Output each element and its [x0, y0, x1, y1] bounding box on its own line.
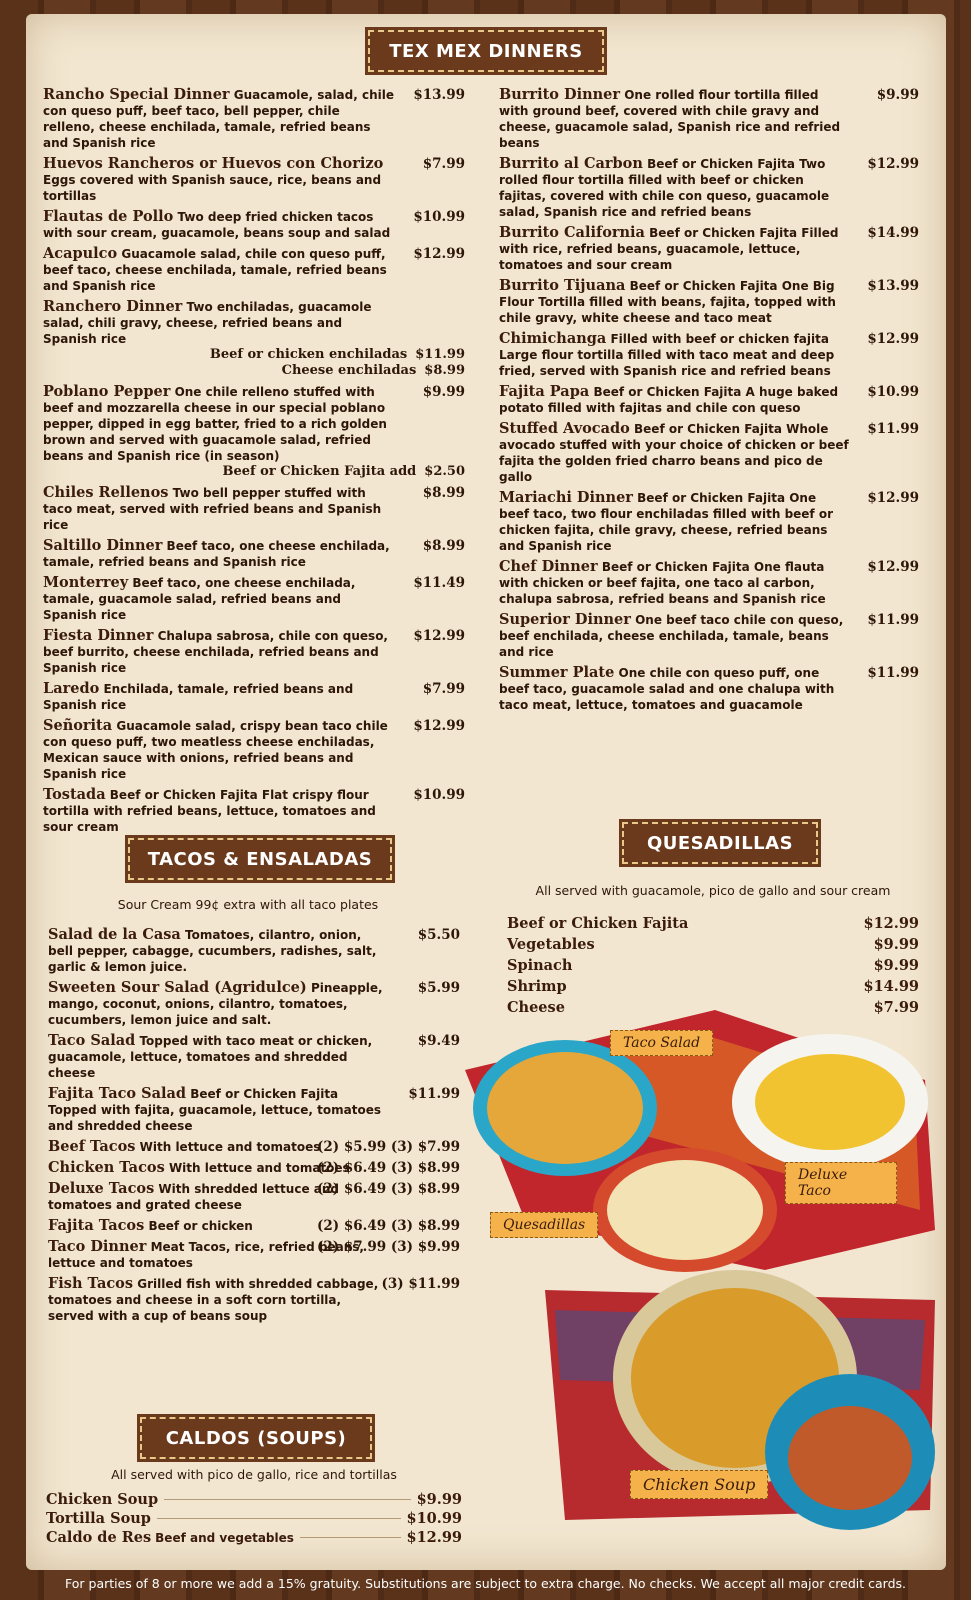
menu-item: [499, 559, 919, 607]
menu-item: [43, 209, 465, 241]
item-price: $10.99: [867, 384, 919, 400]
item-description: Guacamole, salad, chile con queso puff, beef taco, bell pepper, chile relleno, cheese enchilada, tamale, refried beans and Spanish rice: [43, 88, 395, 150]
item-name: Chimichanga: [499, 330, 607, 347]
item-description: One rolled flour tortilla filled with ground beef, covered with chile gravy and cheese, guacamole salad, Spanish rice and refried beans: [499, 88, 841, 150]
menu-item: [499, 87, 919, 151]
item-name: Mariachi Dinner: [499, 489, 633, 506]
item-name: Acapulco: [43, 245, 118, 262]
item-name: Taco Dinner: [48, 1238, 147, 1255]
item-price: $9.99: [876, 87, 919, 103]
food-photo-collage: [465, 1010, 935, 1565]
item-description: Beef or Chicken Fajita Flat crispy flour tortilla with refried beans, lettuce, tomatoes and sour cream: [43, 788, 376, 834]
item-description: Enchilada, tamale, refried beans and Spanish rice: [43, 682, 354, 712]
item-option: [43, 347, 465, 363]
item-description: Beef or Chicken Fajita One flauta with chicken or beef fajita, one taco al carbon, chalupa sabrosa, refried beans and Spanish rice: [499, 560, 826, 606]
menu-item: [48, 1276, 460, 1324]
quesadilla-row: [507, 955, 919, 976]
quesadilla-price: $9.99: [873, 957, 919, 974]
item-description: One chile con queso puff, one beef taco, guacamole salad and one chalupa with taco meat, lettuce, tomatoes and guacamole: [499, 666, 835, 712]
soup-price: $12.99: [406, 1529, 462, 1546]
item-price: $12.99: [867, 490, 919, 506]
menu-item: [499, 612, 919, 660]
option-label: Beef or chicken enchiladas: [209, 347, 408, 362]
item-name: Rancho Special Dinner: [43, 86, 230, 103]
item-name: Fish Tacos: [48, 1275, 134, 1292]
item-description: Pineapple, mango, coconut, onions, cilantro, tomatoes, cucumbers, lemon juice and salt.: [48, 981, 383, 1027]
item-name: Burrito Tijuana: [499, 277, 626, 294]
item-name: Fajita Papa: [499, 383, 590, 400]
menu-item: [43, 485, 465, 533]
item-price: $8.99: [422, 485, 465, 501]
item-price: $9.49: [417, 1033, 460, 1049]
option-price: $11.99: [415, 347, 465, 362]
soup-row: [46, 1509, 462, 1528]
item-name: Chef Dinner: [499, 558, 598, 575]
item-price: $12.99: [413, 628, 465, 644]
item-price: (3) $11.99: [381, 1276, 460, 1292]
item-description: With shredded lettuce and tomatoes and grated cheese: [48, 1182, 339, 1212]
item-price: $10.99: [413, 209, 465, 225]
menu-item: [43, 384, 465, 480]
dotted-leader: [157, 1518, 401, 1519]
menu-item: [48, 1181, 460, 1213]
menu-item: [48, 1033, 460, 1081]
item-description: Beef or Chicken Fajita One beef taco, two flour enchiladas filled with beef or chicken fajita, chile gravy, cheese, refried beans and Spanish rice: [499, 491, 833, 553]
quesadilla-row: [507, 976, 919, 997]
tag-taco-salad: Taco Salad: [610, 1030, 713, 1056]
menu-item: [43, 299, 465, 379]
item-price: $12.99: [413, 718, 465, 734]
item-description: Beef or Chicken Fajita A huge baked potato filled with fajitas and chile con queso: [499, 385, 839, 415]
item-price: $12.99: [867, 331, 919, 347]
item-price: $12.99: [867, 559, 919, 575]
menu-item: [43, 681, 465, 713]
item-description: One beef taco chile con queso, beef enchilada, cheese enchilada, tamale, beans and rice: [499, 613, 844, 659]
soup-price: $10.99: [406, 1510, 462, 1527]
menu-item: [43, 87, 465, 151]
item-price: $8.99: [422, 538, 465, 554]
item-description: With lettuce and tomatoes: [139, 1140, 321, 1154]
quesadillas-list: [507, 913, 919, 1018]
item-description: Topped with taco meat or chicken, guacamole, lettuce, tomatoes and shredded cheese: [48, 1034, 373, 1080]
item-description: Beef or Chicken Fajita Filled with rice, refried beans, guacamole, lettuce, tomatoes and sour cream: [499, 226, 839, 272]
tag-deluxe-taco: Deluxe Taco: [785, 1162, 897, 1204]
soup-price: $9.99: [416, 1491, 462, 1508]
option-price: $2.50: [424, 464, 465, 479]
soup-name: Chicken Soup: [46, 1491, 159, 1508]
item-price: $9.99: [422, 384, 465, 400]
menu-item: [43, 628, 465, 676]
item-description: Filled with beef or chicken fajita Large flour tortilla filled with taco meat and deep fried, served with Spanish rice and refried beans: [499, 332, 835, 378]
item-price: (2) $5.99 (3) $7.99: [317, 1139, 460, 1155]
option-price: $8.99: [424, 363, 465, 378]
quesadilla-name: Spinach: [507, 957, 573, 974]
menu-item: [48, 1218, 460, 1234]
item-price: $11.99: [867, 421, 919, 437]
menu-item: [499, 156, 919, 220]
dotted-leader: [300, 1537, 401, 1538]
item-price: $14.99: [867, 225, 919, 241]
item-description: Guacamole salad, crispy bean taco chile con queso puff, two meatless cheese enchiladas, Mexican sauce with onions, refried beans and Spanish rice: [43, 719, 388, 781]
item-price: $11.99: [867, 665, 919, 681]
item-description: Beef or Chicken Fajita One Big Flour Tortilla filled with beans, fajita, topped with chile gravy, white cheese and taco meat: [499, 279, 836, 325]
item-description: Two bell pepper stuffed with taco meat, served with refried beans and Spanish rice: [43, 486, 382, 532]
item-description: Two enchiladas, guacamole salad, chili gravy, cheese, refried beans and Spanish rice: [43, 300, 372, 346]
item-name: Burrito al Carbon: [499, 155, 643, 172]
item-price: $13.99: [413, 87, 465, 103]
item-name: Monterrey: [43, 574, 129, 591]
menu-item: [43, 718, 465, 782]
caldos-note: All served with pico de gallo, rice and tortillas: [111, 1467, 397, 1482]
item-name: Sweeten Sour Salad (Agridulce): [48, 979, 307, 996]
soup-row: [46, 1528, 462, 1548]
item-name: Burrito Dinner: [499, 86, 621, 103]
menu-item: [48, 1139, 460, 1155]
item-description: Beef or Chicken Fajita Whole avocado stuffed with your choice of chicken or beef fajita the golden fried charro beans and pico de gallo: [499, 422, 849, 484]
tag-quesadillas: Quesadillas: [490, 1212, 598, 1238]
quesadilla-row: [507, 934, 919, 955]
item-description: Beef or chicken: [148, 1219, 253, 1233]
menu-item: [43, 787, 465, 835]
item-name: Beef Tacos: [48, 1138, 136, 1155]
option-label: Cheese enchiladas: [281, 363, 417, 378]
item-description: Tomatoes, cilantro, onion, bell pepper, cabagge, cucumbers, radishes, salt, garlic & lemon juice.: [48, 928, 377, 974]
item-description: Beef or Chicken Fajita Two rolled flour tortilla filled with beef or chicken fajitas, covered with chile con queso, guacamole salad, Spanish rice and refried beans: [499, 157, 830, 219]
tag-chicken-soup: Chicken Soup: [630, 1470, 768, 1499]
item-description: Beef taco, one cheese enchilada, tamale, refried beans and Spanish rice: [43, 539, 390, 569]
item-price: $11.99: [408, 1086, 460, 1102]
item-description: Two deep fried chicken tacos with sour cream, guacamole, beans soup and salad: [43, 210, 391, 240]
left-dinners-column: [43, 87, 465, 840]
item-price: $5.50: [417, 927, 460, 943]
banner-quesadillas: QUESADILLAS: [622, 822, 818, 864]
item-price: (2) $7.99 (3) $9.99: [317, 1239, 460, 1255]
item-name: Chicken Tacos: [48, 1159, 165, 1176]
item-price: $12.99: [867, 156, 919, 172]
quesadilla-price: $14.99: [863, 978, 919, 995]
item-name: Deluxe Tacos: [48, 1180, 155, 1197]
quesadillas-note: All served with guacamole, pico de gallo and sour cream: [535, 883, 891, 898]
item-description: Guacamole salad, chile con queso puff, beef taco, cheese enchilada, tamale, refried beans and Spanish rice: [43, 247, 387, 293]
menu-item: [499, 331, 919, 379]
item-option: [43, 363, 465, 379]
item-name: Superior Dinner: [499, 611, 631, 628]
menu-item: [499, 421, 919, 485]
menu-item: [499, 278, 919, 326]
menu-item: [48, 1086, 460, 1134]
soup-name: Tortilla Soup: [46, 1510, 151, 1527]
item-name: Señorita: [43, 717, 113, 734]
item-name: Flautas de Pollo: [43, 208, 174, 225]
tacos-note: Sour Cream 99¢ extra with all taco plates: [117, 897, 379, 912]
caldos-list: [46, 1490, 462, 1548]
quesadilla-price: $9.99: [873, 936, 919, 953]
quesadilla-row: [507, 913, 919, 934]
menu-item: [499, 490, 919, 554]
banner-tacos: TACOS & ENSALADAS: [128, 838, 392, 880]
item-name: Fajita Tacos: [48, 1217, 145, 1234]
banner-caldos: CALDOS (SOUPS): [140, 1417, 372, 1459]
item-price: $10.99: [413, 787, 465, 803]
item-name: Stuffed Avocado: [499, 420, 630, 437]
item-name: Poblano Pepper: [43, 383, 171, 400]
quesadilla-price: $7.99: [873, 999, 919, 1016]
menu-item: [48, 980, 460, 1028]
soup-extra: Beef and vegetables: [155, 1531, 294, 1545]
item-name: Chiles Rellenos: [43, 484, 169, 501]
menu-item: [43, 246, 465, 294]
item-price: $12.99: [413, 246, 465, 262]
quesadilla-name: Cheese: [507, 999, 565, 1016]
item-description: Chalupa sabrosa, chile con queso, beef burrito, cheese enchilada, refried beans and Spanish rice: [43, 629, 388, 675]
menu-item: [43, 156, 465, 204]
item-name: Taco Salad: [48, 1032, 136, 1049]
option-label: Beef or Chicken Fajita add: [222, 464, 417, 479]
dotted-leader: [164, 1499, 410, 1500]
item-description: Eggs covered with Spanish sauce, rice, beans and tortillas: [43, 173, 382, 203]
item-name: Burrito California: [499, 224, 645, 241]
item-price: (2) $6.49 (3) $8.99: [317, 1181, 460, 1197]
item-description: Grilled fish with shredded cabbage, tomatoes and cheese in a soft corn tortilla, served with a cup of beans soup: [48, 1277, 379, 1323]
menu-item: [499, 384, 919, 416]
item-name: Fajita Taco Salad: [48, 1085, 187, 1102]
quesadilla-name: Shrimp: [507, 978, 567, 995]
item-price: $11.99: [867, 612, 919, 628]
menu-item: [48, 1160, 460, 1176]
menu-item: [43, 575, 465, 623]
item-description: Beef or Chicken Fajita Topped with fajita, guacamole, lettuce, tomatoes and shredded cheese: [48, 1087, 381, 1133]
menu-item: [43, 538, 465, 570]
soup-row: [46, 1490, 462, 1509]
item-name: Fiesta Dinner: [43, 627, 154, 644]
item-description: Meat Tacos, rice, refried beans, lettuce and tomatoes: [48, 1240, 364, 1270]
item-price: $5.99: [417, 980, 460, 996]
menu-item: [48, 927, 460, 975]
item-price: $7.99: [422, 156, 465, 172]
item-price: $11.49: [413, 575, 465, 591]
item-name: Laredo: [43, 680, 100, 697]
item-price: (2) $6.49 (3) $8.99: [317, 1218, 460, 1234]
quesadilla-name: Beef or Chicken Fajita: [507, 915, 689, 932]
menu-item: [499, 665, 919, 713]
quesadilla-name: Vegetables: [507, 936, 595, 953]
item-name: Summer Plate: [499, 664, 615, 681]
soup-name: Caldo de Res: [46, 1529, 152, 1546]
menu-item: [499, 225, 919, 273]
item-price: $7.99: [422, 681, 465, 697]
item-description: Beef taco, one cheese enchilada, tamale, guacamole salad, refried beans and Spanish rice: [43, 576, 356, 622]
right-dinners-column: [499, 87, 919, 718]
item-price: (2) $6.49 (3) $8.99: [317, 1160, 460, 1176]
item-name: Saltillo Dinner: [43, 537, 163, 554]
footer-note: For parties of 8 or more we add a 15% gratuity. Substitutions are subject to extra charge. No checks. We accept all major credit cards.: [65, 1576, 906, 1591]
item-price: $13.99: [867, 278, 919, 294]
quesadilla-price: $12.99: [863, 915, 919, 932]
item-name: Salad de la Casa: [48, 926, 181, 943]
tacos-column: [48, 927, 460, 1329]
item-description: With lettuce and tomatoes: [168, 1161, 350, 1175]
menu-item: [48, 1239, 460, 1271]
item-name: Tostada: [43, 786, 106, 803]
item-name: Ranchero Dinner: [43, 298, 183, 315]
item-description: One chile relleno stuffed with beef and mozzarella cheese in our special poblano pepper, dipped in egg batter, fried to a rich golden brown and served with guacamole salad, refried beans and Spanish rice (in season): [43, 385, 387, 463]
item-name: Huevos Rancheros or Huevos con Chorizo: [43, 155, 384, 172]
banner-tex-mex: TEX MEX DINNERS: [368, 30, 604, 72]
item-option: [43, 464, 465, 480]
